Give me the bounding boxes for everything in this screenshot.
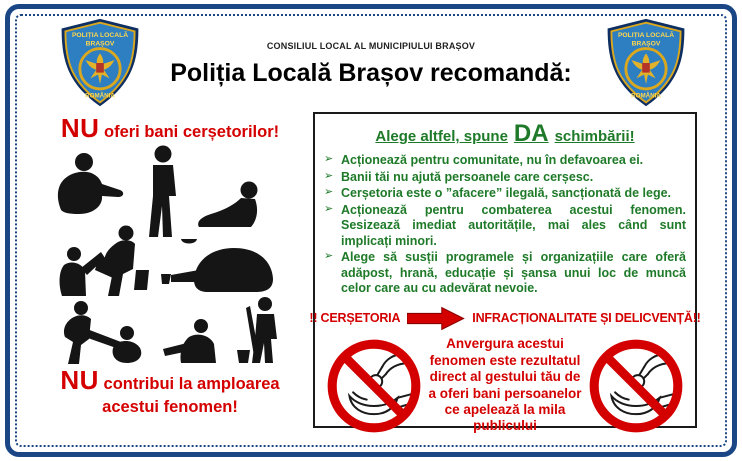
- footer-rest: contribui la amploarea: [103, 375, 280, 393]
- equation-left-text: !! CERȘETORIA: [309, 311, 401, 325]
- badge-text-line1: POLIȚIA LOCALĂ: [617, 32, 675, 40]
- footer-line2: acestui fenomen!: [102, 397, 238, 416]
- council-header-text: CONSILIUL LOCAL AL MUNICIPIULUI BRAȘOV: [266, 41, 476, 51]
- no-giving-money-sign-right: [586, 336, 686, 436]
- beggars-silhouettes-image: [40, 140, 292, 364]
- badge-text-line1: POLIȚIA LOCALĂ: [71, 32, 129, 40]
- choose-different-title: [324, 120, 686, 148]
- nu-emphasis: NU: [60, 365, 99, 395]
- badge-text-line2: BRAȘOV: [85, 40, 115, 48]
- nu-emphasis: NU: [60, 113, 100, 143]
- da-emphasis: DA: [513, 120, 549, 147]
- recommendations-list: [324, 153, 686, 297]
- bullet-item: ➢ Acționează pentru comunitate, nu în defavoarea ei.: [324, 153, 686, 169]
- bullet-item: ➢ Acționează pentru combaterea acestui fenomen. Sesizează imediat autoritățile, mai ales când sunt implicați minori.: [324, 203, 686, 250]
- badge-text-line3: ROMÂNIA: [85, 92, 115, 100]
- bottom-row: [324, 336, 686, 436]
- badge-text-line3: ROMÂNIA: [631, 92, 661, 100]
- no-giving-money-sign-left: [324, 336, 424, 436]
- phenomenon-explanation-text: Anvergura acestui fenomen este rezultatul direct al gestului tău de a oferi bani persoanelor ce apelează la mila publicului: [428, 336, 582, 434]
- bullet-item: ➢ Alege să susții programele și organizațiile care oferă adăpost, hrană, educație și șansa unui loc de muncă celor care au cu adevărat nevoie.: [324, 250, 686, 297]
- equation-right-text: INFRACȚIONALITATE ȘI DELICVENȚĂ!!: [472, 311, 701, 325]
- beggars-collage-icon: [40, 140, 292, 364]
- right-arrow-icon: [407, 306, 465, 331]
- page-title: Poliția Locală Brașov recomandă:: [170, 59, 572, 87]
- no-contribute-footer: [26, 364, 314, 417]
- title-pre: Alege altfel, spune: [375, 128, 508, 145]
- badge-text-line2: BRAȘOV: [631, 40, 661, 48]
- heading-rest: oferi bani cerșetorilor!: [104, 123, 280, 141]
- bullet-item: ➢ Cerșetoria este o ”afacere” ilegală, sancționată de lege.: [324, 186, 686, 202]
- begging-equals-crime-line: [309, 306, 701, 331]
- bullet-item: ➢ Banii tăi nu ajută persoanele care cerșesc.: [324, 170, 686, 186]
- title-post: schimbării!: [554, 128, 635, 145]
- recommendations-box: [309, 112, 701, 434]
